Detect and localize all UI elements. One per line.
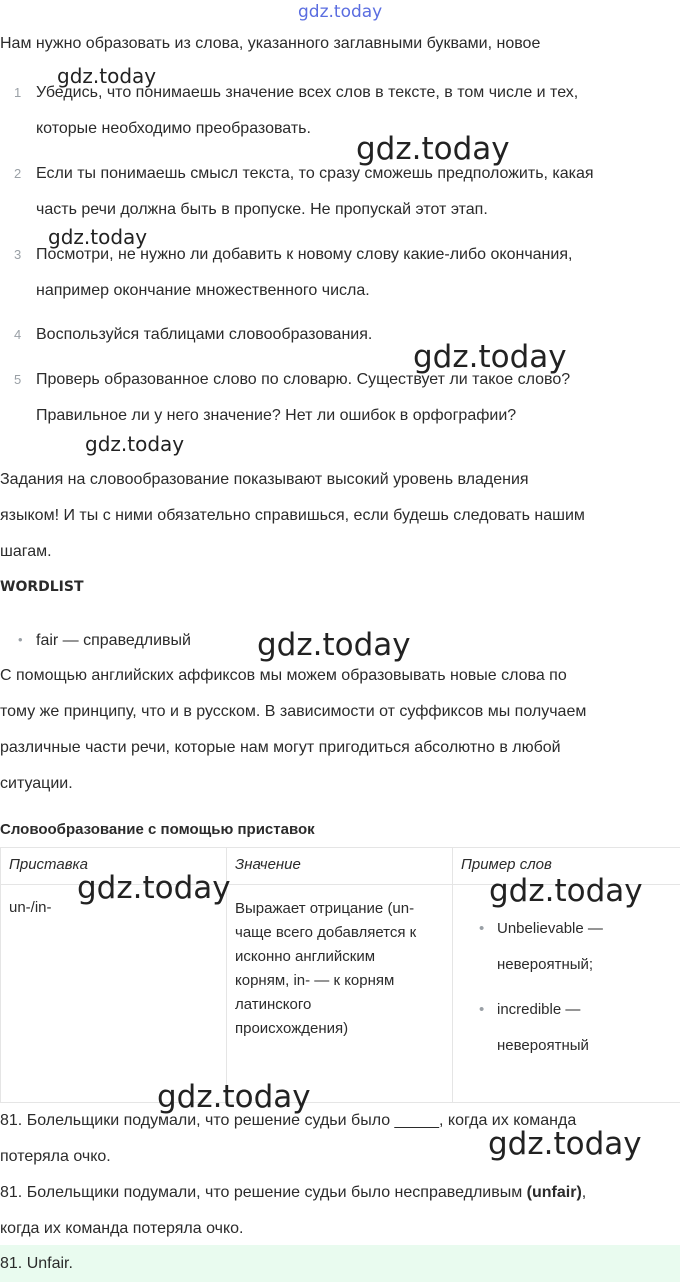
table-header-cell: Приставка	[1, 848, 227, 885]
summary-line: шагам.	[0, 543, 52, 560]
step-number: 2	[14, 166, 22, 181]
example-item	[453, 992, 680, 1064]
intro-text: Нам нужно образовать из слова, указанного заглавными буквами, новое	[0, 35, 541, 52]
watermark-top: gdz.today	[298, 2, 383, 22]
step-number: 5	[14, 372, 22, 387]
solution-line	[0, 1175, 676, 1211]
watermark: gdz.today	[257, 627, 411, 663]
example-translation: невероятный;	[497, 956, 594, 973]
wordlist-item: fair — справедливый	[36, 632, 191, 649]
answer-text: 81. Unfair.	[0, 1255, 73, 1272]
watermark: gdz.today	[157, 1079, 311, 1115]
watermark: gdz.today	[48, 225, 148, 249]
solution-after: ,	[581, 1184, 587, 1201]
example-item	[453, 911, 680, 983]
watermark: gdz.today	[413, 339, 567, 375]
solution-highlight: (unfair)	[526, 1184, 582, 1201]
task-line: потеряла очко.	[0, 1148, 111, 1165]
table-cell-prefix	[1, 885, 227, 1103]
example-word: • Unbelievable —	[497, 920, 603, 937]
step-text-line: которые необходимо преобразовать.	[36, 120, 311, 137]
step-number: 3	[14, 247, 22, 262]
meaning-line: корням, in- — к корням	[235, 972, 395, 989]
table-cell-examples	[453, 885, 680, 1103]
table-header-cell: Значение	[227, 848, 453, 885]
task-line: 81. Болельщики подумали, что решение судьи было _____, когда их команда	[0, 1112, 577, 1129]
step-text-line: Убедись, что понимаешь значение всех слов в тексте, в том числе и тех,	[36, 84, 579, 101]
summary-line: языком! И ты с ними обязательно справишься, если будешь следовать нашим	[0, 507, 585, 524]
affixes-line: С помощью английских аффиксов мы можем образовывать новые слова по	[0, 667, 567, 684]
solution-before: 81. Болельщики подумали, что решение судьи было несправедливым	[0, 1184, 527, 1201]
table-title: Словообразование с помощью приставок	[0, 821, 315, 838]
summary-line: Задания на словообразование показывают высокий уровень владения	[0, 471, 529, 488]
meaning-line: исконно английским	[235, 948, 376, 965]
step-number: 4	[14, 327, 22, 342]
watermark: gdz.today	[488, 1126, 642, 1162]
meaning-line: латинского	[235, 996, 312, 1013]
watermark: gdz.today	[85, 432, 185, 456]
wordlist-heading: WORDLIST	[0, 579, 84, 595]
answer-box	[0, 1245, 680, 1282]
step-text-line: Проверь образованное слово по словарю. Существует ли такое слово?	[36, 371, 571, 388]
meaning-line: происхождения)	[235, 1020, 349, 1037]
step-text-line: например окончание множественного числа.	[36, 282, 370, 299]
step-text-line: Воспользуйся таблицами словообразования.	[36, 326, 373, 343]
step-text-line: Посмотри, не нужно ли добавить к новому слову какие-либо окончания,	[36, 246, 573, 263]
watermark: gdz.today	[77, 870, 231, 906]
step-text-line: Правильное ли у него значение? Нет ли ошибок в орфографии?	[36, 407, 517, 424]
affixes-line: ситуации.	[0, 775, 73, 792]
table-row	[1, 885, 680, 1103]
solution-line: когда их команда потеряла очко.	[0, 1220, 244, 1237]
example-word: • incredible —	[497, 1001, 581, 1018]
step-text-line: часть речи должна быть в пропуске. Не пропускай этот этап.	[36, 201, 488, 218]
meaning-line: Выражает отрицание (un-	[235, 900, 415, 917]
step-number: 1	[14, 85, 22, 100]
examples-list	[453, 911, 680, 1064]
meaning-line: чаще всего добавляется к	[235, 924, 417, 941]
watermark: gdz.today	[489, 873, 643, 909]
watermark: gdz.today	[57, 64, 157, 88]
bullet-icon: •	[18, 632, 23, 647]
affixes-line: различные части речи, которые нам могут пригодиться абсолютно в любой	[0, 739, 561, 756]
example-translation: невероятный	[497, 1037, 589, 1054]
table-cell-meaning	[227, 885, 453, 1103]
step-text-line: Если ты понимаешь смысл текста, то сразу сможешь предположить, какая	[36, 165, 594, 182]
affixes-line: тому же принципу, что и в русском. В зависимости от суффиксов мы получаем	[0, 703, 587, 720]
prefix-value: un-/in-	[9, 899, 52, 916]
watermark: gdz.today	[356, 131, 510, 167]
table-header-cell: Пример слов	[453, 848, 680, 885]
